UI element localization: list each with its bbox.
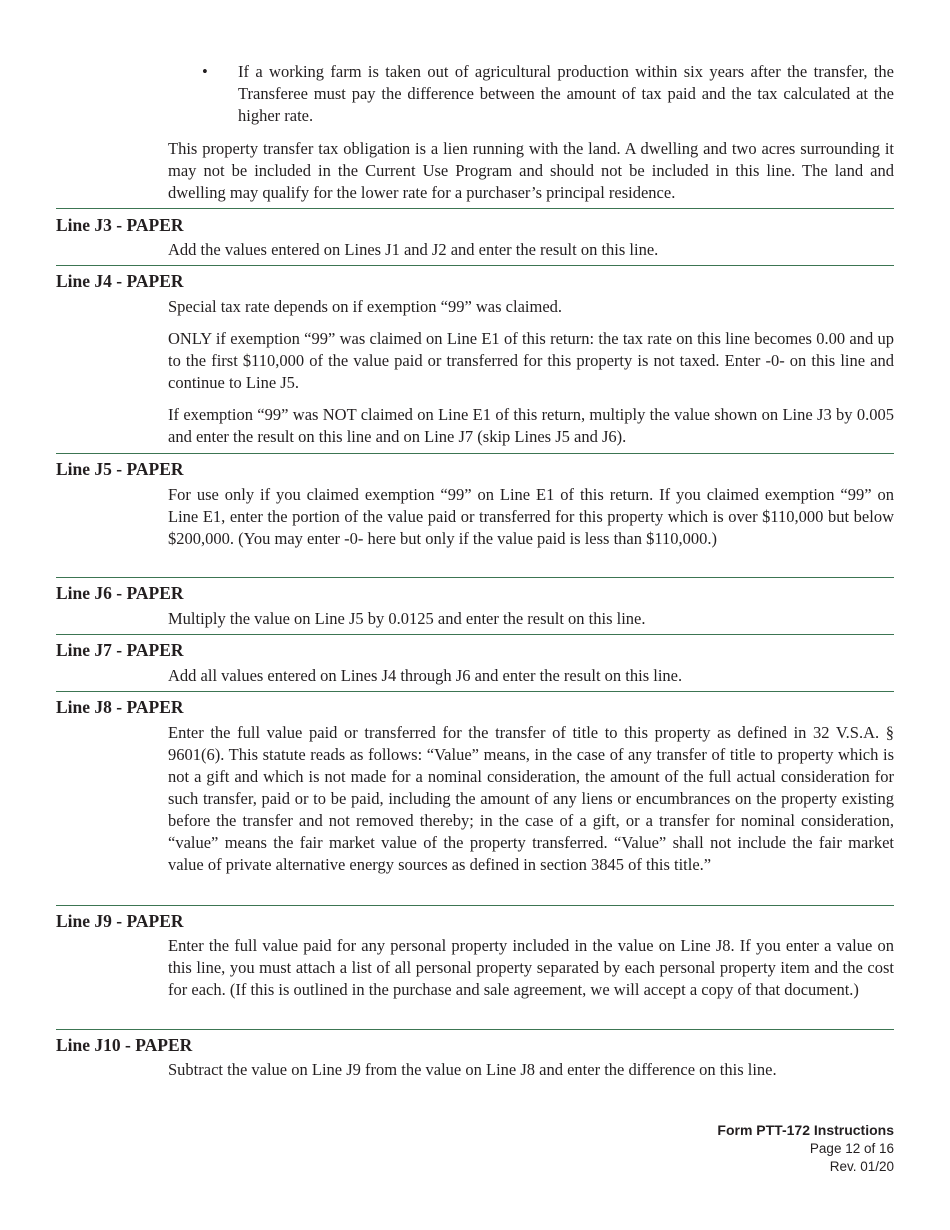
section-divider xyxy=(56,1029,894,1030)
farm-bullet-item xyxy=(202,61,894,127)
line-j9-text: Enter the full value paid for any personal property included in the value on Line J8. If you enter a value on this line, you must attach a list of all personal property separated by each personal property item and the cost for each. (If this is outlined in the purchase and sale agreement, we will accept a copy of that document.) xyxy=(168,936,894,999)
section-divider xyxy=(56,453,894,454)
line-j6-text: Multiply the value on Line J5 by 0.0125 and enter the result on this line. xyxy=(168,609,646,628)
line-j6-heading: Line J6 - PAPER xyxy=(56,583,184,603)
bullet-icon: • xyxy=(202,62,208,81)
line-j4-text-1: Special tax rate depends on if exemption “99” was claimed. xyxy=(168,297,563,316)
line-j5-text: For use only if you claimed exemption “99” on Line E1 of this return. If you claimed exemption “99” on Line E1, enter the portion of the value paid or transferred for this property which is over $110,000 but below $200,000. (You may enter -0- here but only if the value paid is less than $110,000.) xyxy=(168,485,894,548)
lien-paragraph: This property transfer tax obligation is a lien running with the land. A dwelling and two acres surrounding it may not be included in the Current Use Program and should not be included in this line. The land and dwelling may qualify for the lower rate for a purchaser’s principal residence. xyxy=(168,139,894,202)
footer-revision: Rev. 01/20 xyxy=(829,1159,894,1174)
section-divider xyxy=(56,577,894,578)
bullet-text: If a working farm is taken out of agricultural production within six years after the transfer, the Transferee must pay the difference between the amount of tax paid and the tax calculated at the higher rate. xyxy=(238,62,894,125)
footer-form-title: Form PTT-172 Instructions xyxy=(717,1122,894,1138)
line-j4-heading: Line J4 - PAPER xyxy=(56,271,184,291)
line-j4-text-3: If exemption “99” was NOT claimed on Line E1 of this return, multiply the value shown on Line J3 by 0.005 and enter the result on this line and on Line J7 (skip Lines J5 and J6). xyxy=(168,405,894,446)
footer-page-number: Page 12 of 16 xyxy=(809,1141,894,1156)
line-j8-text: Enter the full value paid or transferred for the transfer of title to this property as defined in 32 V.S.A. § 9601(6). This statute reads as follows: “Value” means, in the case of any transfer of title to property which is not a gift and which is not made for a nominal consideration, the amount of the full actual consideration for such transfer, paid or to be paid, including the amount of any liens or encumbrances on the property existing before the transfer and not removed thereby; in the case of a gift, or a transfer for nominal consideration, “value” means the fair market value of the property transferred. “Value” shall not include the fair market value of private alternative energy sources as defined in section 3845 of this title.” xyxy=(168,723,894,874)
section-divider xyxy=(56,265,894,266)
line-j9-heading: Line J9 - PAPER xyxy=(56,911,184,931)
line-j3-text: Add the values entered on Lines J1 and J2 and enter the result on this line. xyxy=(168,240,659,259)
section-divider xyxy=(56,691,894,692)
line-j7-text: Add all values entered on Lines J4 through J6 and enter the result on this line. xyxy=(168,666,683,685)
line-j8-heading: Line J8 - PAPER xyxy=(56,697,184,717)
line-j3-heading: Line J3 - PAPER xyxy=(56,215,184,235)
line-j5-heading: Line J5 - PAPER xyxy=(56,459,184,479)
line-j7-heading: Line J7 - PAPER xyxy=(56,640,184,660)
section-divider xyxy=(56,905,894,906)
line-j4-text-2: ONLY if exemption “99” was claimed on Line E1 of this return: the tax rate on this line becomes 0.00 and up to the first $110,000 of the value paid or transferred for this property is not taxed. Enter -0- on this line and continue to Line J5. xyxy=(168,329,894,392)
section-divider xyxy=(56,208,894,209)
line-j10-text: Subtract the value on Line J9 from the value on Line J8 and enter the difference on this line. xyxy=(168,1060,777,1079)
section-divider xyxy=(56,634,894,635)
line-j10-heading: Line J10 - PAPER xyxy=(56,1035,193,1055)
